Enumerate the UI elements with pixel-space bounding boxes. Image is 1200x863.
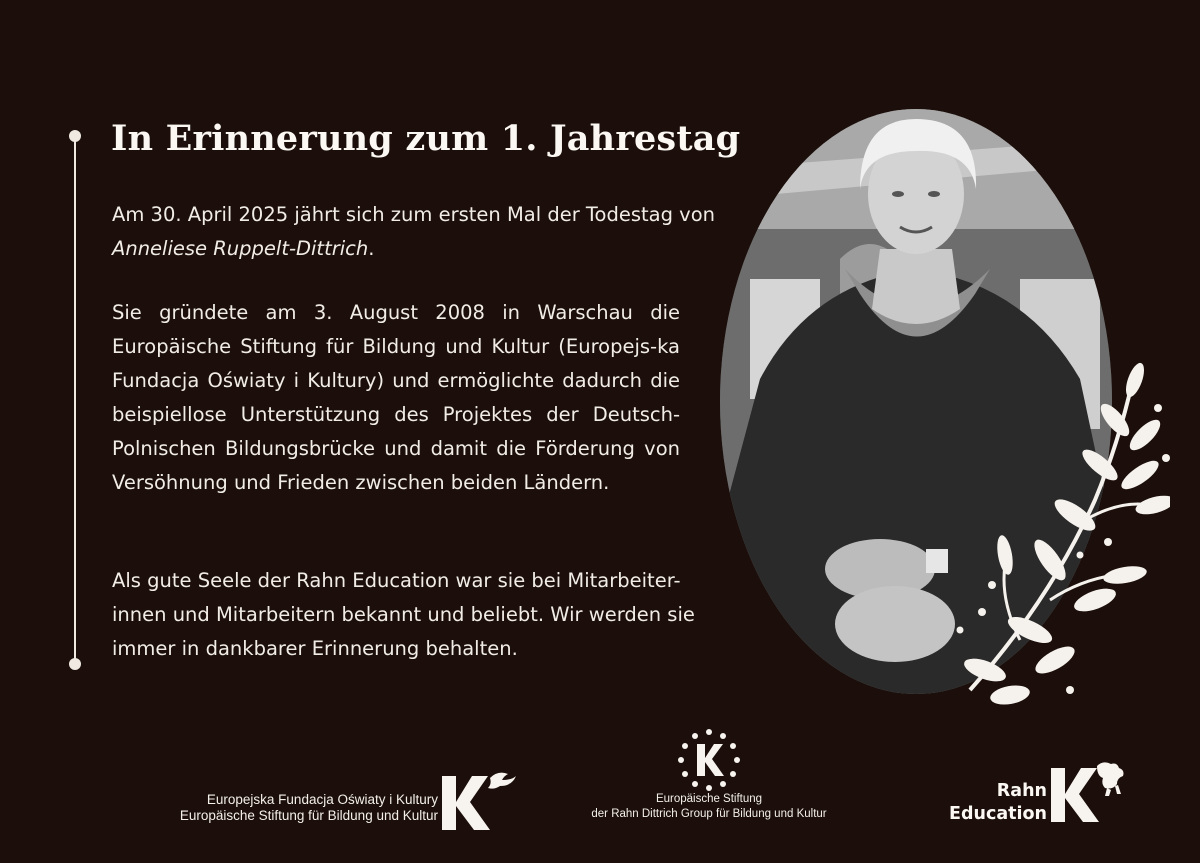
logo-rahn-line2: Education [949,804,1047,824]
timeline-line [74,137,76,664]
lion-icon [1097,762,1124,796]
k-logo-icon [1047,760,1127,822]
logo-rahn-education-text [949,780,1047,826]
logo-european-foundation-text [570,792,848,822]
logo-rahn-line1: Rahn [996,781,1047,801]
paragraph-remembrance: Als gute Seele der Rahn Education war sie bei Mitarbeiter-innen und Mitarbeitern bekannt und beliebt. Wir werden sie immer in dankbarer Erinnerung behalten. [112,569,695,660]
person-name: Anneliese Ruppelt-Dittrich [112,237,369,260]
logo-efbk-line1: Europejska Fundacja Oświaty i Kultury [206,792,438,807]
star-circle-emblem-icon [677,728,741,792]
olive-branch-icon [930,350,1170,705]
paragraph-anniversary-suffix: . [368,237,375,260]
paragraph-anniversary [112,198,722,266]
paragraph-foundation: Sie gründete am 3. August 2008 in Warschau die Europäische Stiftung für Bildung und Kultur (Europejs-ka Fundacja Oświaty i Kultury) und ermöglichte dadurch die beispiellose Unterstützung des Projektes der Deutsch-Polnischen Bildungsbrücke und damit die Förderung von Versöhnung und Frieden zwischen beiden Ländern. [112,301,680,494]
logo-efbk-text [180,792,438,824]
page-title: In Erinnerung zum 1. Jahrestag [111,118,741,159]
logo-rahn-education [925,760,1135,830]
logo-european-foundation [570,728,848,828]
paragraph-anniversary-prefix: Am 30. April 2025 jährt sich zum ersten Mal der Todestag von [112,203,715,226]
timeline-dot-bottom [69,658,81,670]
timeline-dot-top [69,130,81,142]
k-logo-icon [438,768,518,830]
dove-icon [488,773,516,789]
logo-european-foundation-line1: Europäische Stiftung [655,793,763,805]
logo-efbk [120,760,520,830]
logo-european-foundation-line2: der Rahn Dittrich Group für Bildung und Kultur [591,808,827,820]
logo-efbk-line2: Europäische Stiftung für Bildung und Kultur [179,808,438,823]
